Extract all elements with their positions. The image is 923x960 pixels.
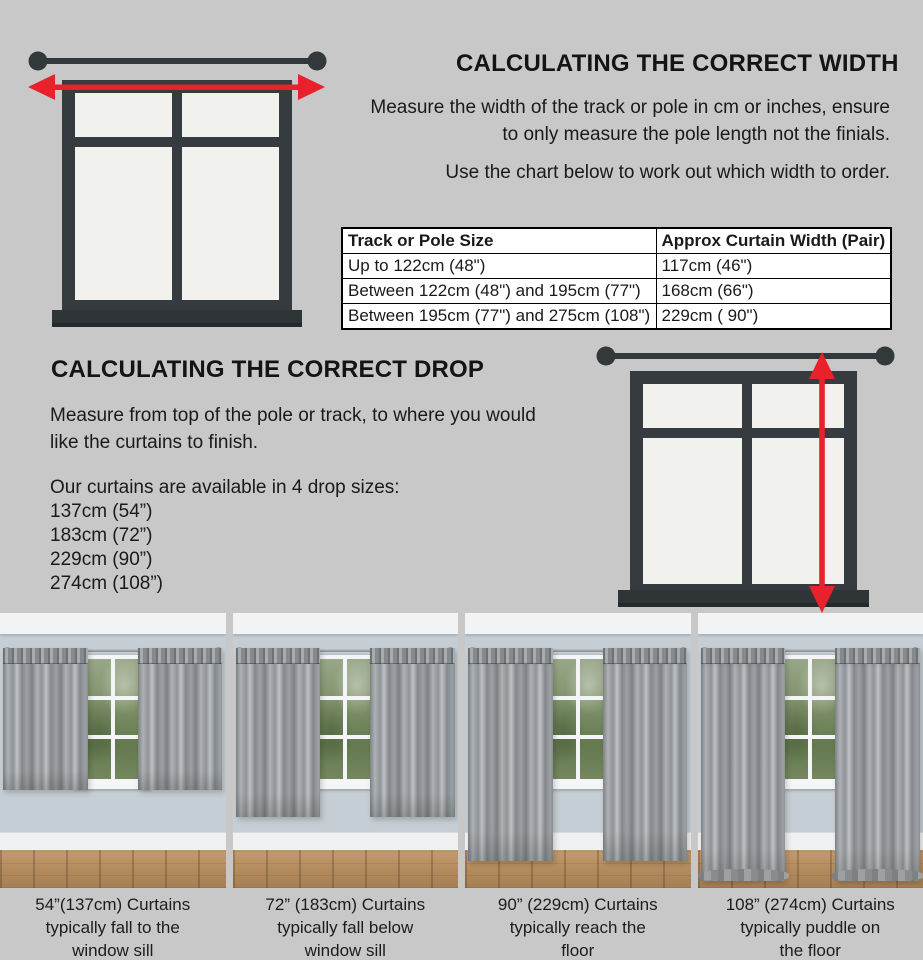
window-muntin	[549, 735, 606, 739]
curtain-pole-graphic	[597, 347, 895, 366]
drop-sizes-heading: Our curtains are available in 4 drop sizes:	[50, 477, 400, 498]
caption-line: 90” (229cm) Curtains	[497, 895, 658, 914]
photo-wood-floor	[233, 850, 459, 888]
window-graphic	[52, 80, 302, 327]
caption-line: the floor	[779, 941, 841, 960]
cell-track-size: Up to 122cm (48")	[342, 254, 656, 279]
drop-size-item: 229cm (90”)	[50, 549, 153, 570]
drop-example-108	[698, 613, 923, 960]
curtain-right	[138, 648, 223, 790]
caption-line: typically fall below	[277, 918, 414, 937]
photo-window	[80, 655, 145, 783]
width-section-title: CALCULATING THE CORRECT WIDTH	[456, 50, 899, 77]
table-row	[342, 304, 891, 330]
photo-baseboard	[233, 832, 459, 852]
drop-section-intro	[50, 402, 536, 456]
col-header-track-size: Track or Pole Size	[342, 228, 656, 254]
col-header-curtain-width: Approx Curtain Width (Pair)	[656, 228, 891, 254]
drop-size-item: 137cm (54”)	[50, 501, 153, 522]
curtain-photo-108in	[698, 613, 923, 888]
photo-ceiling	[0, 613, 226, 634]
pole-finial-right	[308, 52, 327, 71]
drop-intro-line-2: like the curtains to finish.	[50, 432, 259, 453]
photo-wood-floor	[0, 850, 226, 888]
cell-track-size: Between 195cm (77") and 275cm (108")	[342, 304, 656, 330]
window-muntin	[782, 696, 839, 700]
photo-ceiling	[233, 613, 459, 634]
photo-caption	[0, 888, 226, 960]
photo-ceiling	[698, 613, 923, 634]
curtain-left	[236, 648, 321, 817]
caption-line: typically puddle on	[740, 918, 881, 937]
width-intro-line-2: to only measure the pole length not the finials.	[502, 124, 890, 145]
cell-curtain-width: 229cm ( 90")	[656, 304, 891, 330]
photo-window	[313, 655, 378, 783]
caption-line: window sill	[72, 941, 154, 960]
curtain-left	[701, 648, 786, 880]
photo-window	[545, 655, 610, 783]
cell-curtain-width: 117cm (46")	[656, 254, 891, 279]
table-header-row	[342, 228, 891, 254]
window-muntin	[84, 735, 141, 739]
pole-finial-left	[29, 52, 48, 71]
photo-caption	[233, 888, 459, 960]
window-muntin	[343, 659, 347, 779]
drop-examples-strip	[0, 613, 923, 960]
caption-line: 72” (183cm) Curtains	[265, 895, 426, 914]
drop-intro-line-1: Measure from top of the pole or track, to where you would	[50, 405, 536, 426]
cell-track-size: Between 122cm (48") and 195cm (77")	[342, 279, 656, 304]
drop-section-title: CALCULATING THE CORRECT DROP	[51, 356, 485, 383]
window-muntin	[317, 735, 374, 739]
cell-curtain-width: 168cm (66")	[656, 279, 891, 304]
drop-sizes-list	[50, 476, 400, 596]
curtain-left	[468, 648, 553, 861]
size-chart-table	[341, 227, 892, 330]
photo-ceiling	[465, 613, 691, 634]
width-measure-illustration	[15, 45, 335, 337]
window-muntin	[782, 735, 839, 739]
photo-caption	[465, 888, 691, 960]
curtain-right	[370, 648, 455, 817]
drop-example-54	[0, 613, 226, 960]
curtain-left	[3, 648, 88, 790]
pole-finial-left	[597, 347, 616, 366]
caption-line: typically reach the	[509, 918, 646, 937]
caption-line: 108” (274cm) Curtains	[725, 895, 895, 914]
window-muntin	[576, 659, 580, 779]
drop-measure-illustration	[595, 339, 923, 624]
caption-line: window sill	[304, 941, 386, 960]
table-row	[342, 254, 891, 279]
window-graphic	[618, 371, 869, 607]
drop-size-item: 183cm (72”)	[50, 525, 153, 546]
table-row	[342, 279, 891, 304]
curtain-right	[835, 648, 920, 880]
drop-size-item: 274cm (108”)	[50, 573, 163, 594]
curtain-right	[603, 648, 688, 861]
pole-finial-right	[876, 347, 895, 366]
width-intro-line-1: Measure the width of the track or pole in cm or inches, ensure	[370, 97, 890, 118]
curtain-photo-54in	[0, 613, 226, 888]
photo-baseboard	[0, 832, 226, 852]
curtain-photo-90in	[465, 613, 691, 888]
photo-window	[778, 655, 843, 783]
window-muntin	[549, 696, 606, 700]
caption-line: 54”(137cm) Curtains	[35, 895, 191, 914]
caption-line: typically fall to the	[45, 918, 180, 937]
caption-line: floor	[561, 941, 595, 960]
window-muntin	[84, 696, 141, 700]
photo-caption	[698, 888, 923, 960]
window-muntin	[317, 696, 374, 700]
width-section-intro	[370, 94, 890, 148]
window-muntin	[808, 659, 812, 779]
drop-example-90	[465, 613, 691, 960]
drop-example-72	[233, 613, 459, 960]
window-muntin	[111, 659, 115, 779]
curtain-photo-72in	[233, 613, 459, 888]
width-section-note: Use the chart below to work out which width to order.	[445, 162, 890, 183]
curtain-pole-graphic	[29, 52, 327, 71]
